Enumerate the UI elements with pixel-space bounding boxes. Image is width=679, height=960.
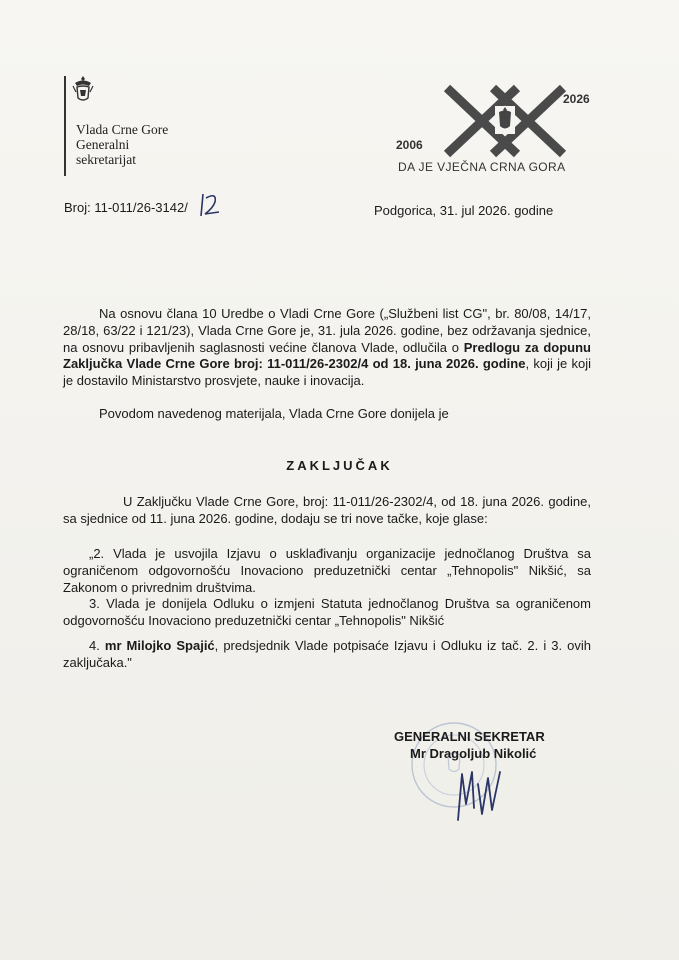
header-divider — [64, 76, 66, 176]
intro-text-a: Na osnovu člana 10 Uredbe o Vladi Crne Gore („Službeni list CG", br. 80/08, 14/17, 28/18, 63/22 i 121/23), Vlada Crne Gore je, 31. jula 2026. godine, bez održavanja sjednice, na osnovu pribavljenih saglasnosti većine članova Vlade, odlučila o — [63, 306, 591, 355]
coat-of-arms-icon — [72, 74, 94, 104]
amendment-paragraph: U Zaključku Vlade Crne Gore, broj: 11-011/26-2302/4, od 18. juna 2026. godine, sa sjednice od 11. juna 2026. godine, dodaju se tri nove tačke, koje glase: — [63, 494, 591, 526]
intro-paragraph — [63, 306, 591, 390]
handwritten-signature — [452, 764, 524, 824]
item-2: „2. Vlada je usvojila Izjavu o usklađivanju organizacije jednočlanog Društva sa ograničenom odgovornošću Inovaciono preduzetnički centar „Tehnopolis" Nikšić, sa Zakonom o privrednim društvima. — [63, 546, 591, 595]
handwritten-number-mark — [197, 190, 223, 218]
intro-text-b: , koji je koji je dostavilo Ministarstvo prosvjete, nauke i inovacija. — [63, 356, 592, 389]
org-line-1: Vlada Crne Gore — [76, 122, 169, 137]
amendment-items — [63, 546, 591, 672]
item-4-prefix: 4. — [89, 637, 105, 653]
item-4-rest: , predsjednik Vlade potpisaće Izjavu i Odluku iz tač. 2. i 3. ovih zaključaka." — [63, 637, 591, 670]
signatory-title: GENERALNI SEKRETAR — [394, 729, 545, 744]
adoption-paragraph: Povodom navedenog materijala, Vlada Crne Gore donijela je — [99, 406, 449, 421]
document-heading: ZAKLJUČAK — [286, 458, 393, 473]
signatory-name: Mr Dragoljub Nikolić — [410, 746, 537, 761]
item-4-name: mr Milojko Spajić — [104, 637, 215, 653]
item-4 — [63, 638, 591, 672]
reference-number: Broj: 11-011/26-3142/ — [64, 200, 188, 215]
logo-tagline: DA JE VJEČNA CRNA GORA — [398, 160, 566, 174]
org-name — [76, 122, 168, 167]
logo-year-left: 2006 — [396, 138, 423, 152]
intro-text-bold: Predlogu za dopunu Zaključka Vlade Crne Gore broj: 11-011/26-2302/4 od 18. juna 2026. godine — [63, 339, 591, 372]
item-3: 3. Vlada je donijela Odluku o izmjeni Statuta jednočlanog Društva sa ograničenom odgovornošću Inovaciono preduzetnički centar „Tehnopolis" Nikšić — [63, 596, 591, 629]
org-line-3: sekretarijat — [76, 152, 136, 167]
logo-year-right: 2026 — [563, 92, 590, 106]
place-and-date: Podgorica, 31. jul 2026. godine — [374, 203, 554, 218]
org-line-2: Generalni — [76, 137, 130, 152]
